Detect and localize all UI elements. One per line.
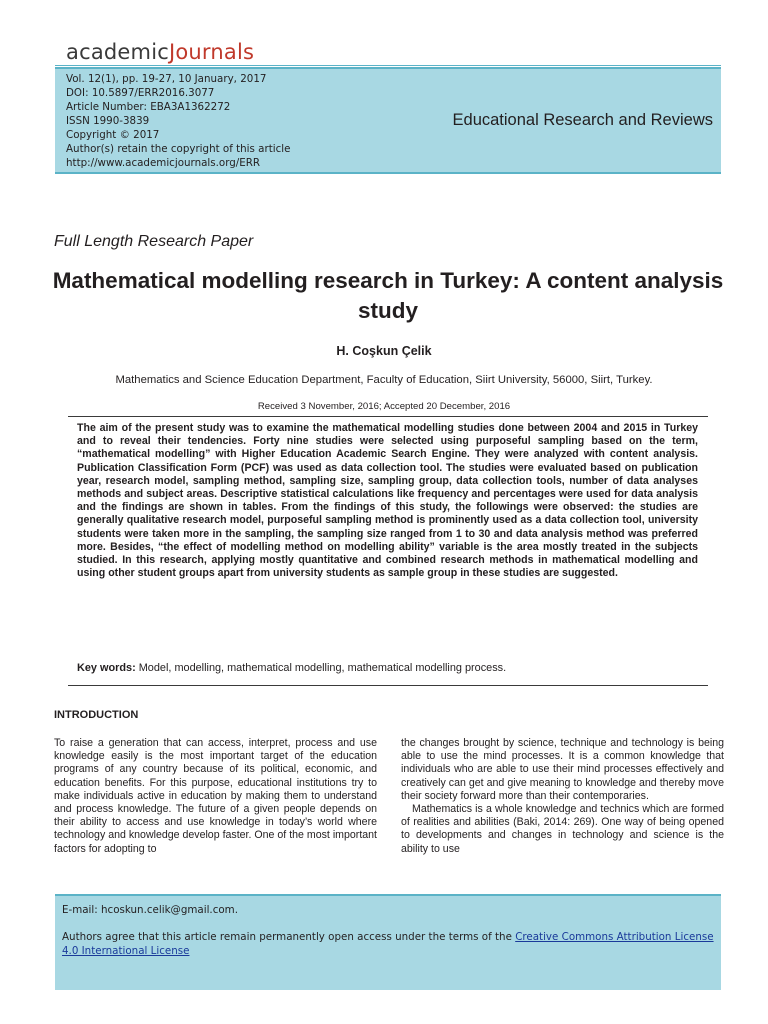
publisher-logo-part1: academic (66, 40, 169, 64)
publisher-logo (66, 40, 254, 64)
footer-box (55, 894, 721, 990)
license-text: Authors agree that this article remain permanently open access under the terms of the (62, 931, 516, 943)
introduction-heading: INTRODUCTION (54, 709, 139, 721)
meta-author-rights: Author(s) retain the copyright of this article (66, 143, 291, 155)
article-author: H. Coşkun Çelik (336, 344, 432, 358)
license-notice (62, 930, 722, 958)
author-affiliation: Mathematics and Science Education Department, Faculty of Education, Siirt University, 56000, Siirt, Turkey. (115, 374, 653, 386)
meta-issn: ISSN 1990-3839 (66, 115, 150, 127)
meta-url[interactable]: http://www.academicjournals.org/ERR (66, 157, 261, 169)
intro-paragraph: Mathematics is a whole knowledge and technics which are formed of realities and abilities (Baki, 2014: 269). One way of being opened to developments and changes in technology and science is the ability to use (401, 803, 724, 855)
abstract-text: The aim of the present study was to examine the mathematical modelling studies done between 2004 and 2015 in Turkey and to reveal their tendencies. Forty nine studies were selected using purposeful sampling based on the term, “mathematical modelling” with Higher Education Academic Search Engine. They were analyzed with content analysis. Publication Classification Form (PCF) was used as data collection tool. The studies were evaluated based on publication year, research model, sampling method, sampling size, sampling group, data collection tools, number of data analyses methods and subject areas. Descriptive statistical calculations like frequency and percentages were used for data analysis and the findings are shown in tables. From the findings of this study, the followings were observed: the studies are generally qualitative research model, purposeful sampling method is prominently used as a data collection tool, university students were taken more in the sampling, the sampling size ranged from 1 to 30 and data analysis method was preferred more. Besides, “the effect of modelling method on modelling ability” variable is the area mostly treated in the subjects studied. In this research, applying mostly quantitative and combined research methods in mathematical modelling and using other student groups apart from university students as sample group in these studies are suggested. (77, 422, 698, 580)
license-link[interactable]: Creative Commons Attribution License 4.0 International License (62, 931, 714, 957)
meta-volume: Vol. 12(1), pp. 19-27, 10 January, 2017 (66, 73, 267, 85)
meta-article-number: Article Number: EBA3A1362272 (66, 101, 231, 113)
journal-header (55, 67, 721, 174)
keywords-label: Key words: (77, 662, 136, 674)
meta-doi: DOI: 10.5897/ERR2016.3077 (66, 87, 215, 99)
intro-paragraph: the changes brought by science, technique and technology is being able to use the mind processes. It is a common knowledge that individuals who are able to use their mind processes effectively and creatively can get and give meaning to knowledge and thereby move their society forward more than their contemporaries. (401, 737, 724, 802)
introduction-column-right (401, 737, 724, 856)
keywords (77, 662, 506, 674)
received-dates: Received 3 November, 2016; Accepted 20 December, 2016 (257, 401, 511, 412)
paper-type: Full Length Research Paper (54, 233, 254, 250)
article-metadata (66, 72, 290, 170)
intro-paragraph: To raise a generation that can access, interpret, process and use knowledge easily is the most important target of the education programs of any country because of its political, economic, and education benefits. For this purpose, educational institutions try to make individuals active in education by making them to understand and process knowledge. The future of a given people depends on their ability to access and use knowledge in today’s world where technology and knowledge develop faster. One of the most important factors for adopting to (54, 737, 377, 855)
keywords-list: Model, modelling, mathematical modelling, mathematical modelling process. (135, 662, 507, 674)
journal-name: Educational Research and Reviews (452, 111, 713, 129)
header-rule (55, 65, 721, 66)
article-title: Mathematical modelling research in Turkey: A content analysis study (52, 268, 724, 323)
meta-copyright: Copyright © 2017 (66, 129, 160, 141)
publisher-logo-part2: Journals (168, 40, 255, 64)
introduction-column-left (54, 737, 377, 856)
author-email[interactable]: E-mail: hcoskun.celik@gmail.com. (62, 904, 238, 916)
abstract-box (68, 416, 708, 686)
